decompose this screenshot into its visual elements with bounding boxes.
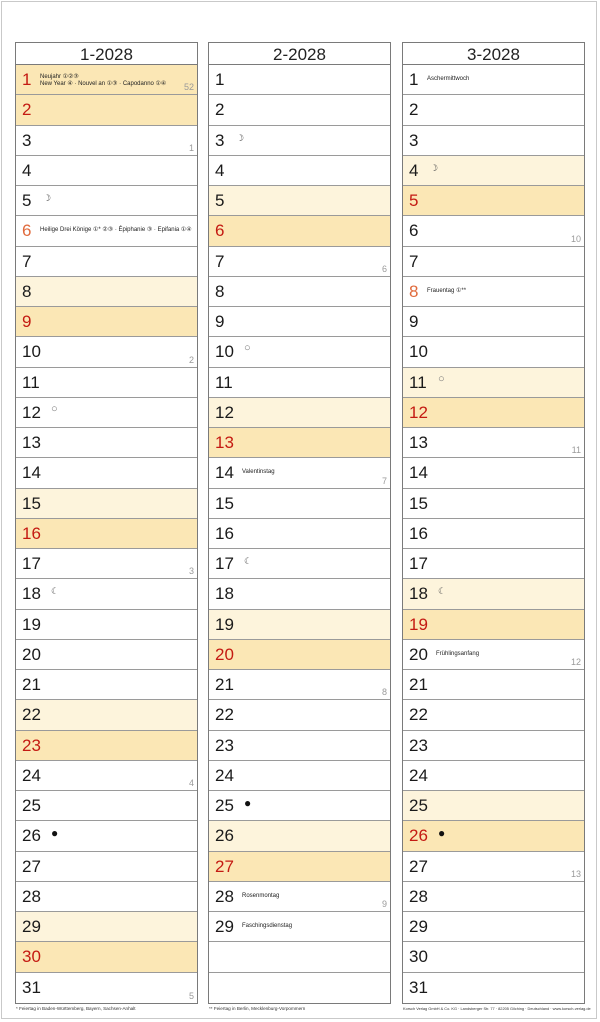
day-row [403,579,584,609]
day-number: 24 [22,765,41,785]
day-number: 19 [22,614,41,634]
day-number: 28 [215,886,234,906]
day-note: Frühlingsanfang [436,650,480,657]
moon-phase-icon: ☽ [430,162,439,173]
day-number: 25 [22,796,41,815]
day-row [16,579,197,609]
moon-phase-icon: ☾ [244,556,253,566]
day-number: 22 [22,705,41,725]
day-list [16,65,197,1003]
day-note: Neujahr ①②③ [40,74,79,80]
day-row [16,973,197,1003]
day-number: 3 [22,130,32,150]
day-number: 3 [215,130,225,150]
day-note-secondary: New Year ④ · Nouvel an ①③ · Capodanno ①④ [40,81,167,87]
month-february [208,42,391,1004]
day-row [209,610,390,640]
day-row [16,670,197,700]
new-moon-icon: ● [438,826,446,841]
moon-phase-icon: ☾ [51,586,60,597]
day-row [403,731,584,761]
day-row [16,700,197,730]
day-number: 21 [409,675,428,694]
day-row [209,670,390,700]
week-number: 10 [570,233,581,244]
day-number: 7 [409,251,419,271]
day-number: 18 [409,584,428,604]
day-number: 2 [22,100,32,120]
day-number: 22 [215,705,234,725]
day-row [16,882,197,912]
day-row [209,277,390,307]
day-row [403,670,584,700]
day-number: 15 [22,493,41,513]
day-row [16,731,197,761]
day-number: 13 [22,433,41,452]
day-row [403,549,584,579]
day-row [16,398,197,428]
day-row [16,458,197,488]
week-number: 5 [188,990,194,1001]
day-row [209,912,390,942]
day-number: 23 [409,735,428,755]
footer-publisher: Korsch Verlag GmbH & Co. KG · Landsberger Str. 77 · 82205 Gilching · Deutschland · www.korsch-verlag.de [403,1006,591,1011]
day-number: 23 [215,735,234,755]
week-number: 6 [381,263,387,274]
day-number: 26 [22,826,41,846]
day-number: 25 [215,796,234,815]
day-row [16,519,197,549]
day-row [403,942,584,972]
week-number: 1 [188,142,194,153]
day-number: 14 [409,463,428,483]
day-number: 11 [409,372,427,392]
day-number: 11 [22,372,40,392]
week-number: 2 [188,354,194,365]
day-number: 16 [215,523,234,543]
day-row [16,156,197,186]
day-number: 30 [409,947,428,967]
day-row [16,549,197,579]
day-row [16,942,197,972]
day-number: 25 [409,796,428,815]
day-row [209,458,390,488]
week-number: 8 [381,687,387,698]
day-row [16,95,197,125]
footer-note-holiday-states: * Feiertag in Baden-Württemberg, Bayern, Sachsen-Anhalt [16,1006,136,1011]
day-row [403,398,584,428]
day-row [403,519,584,549]
day-number: 31 [409,977,428,997]
day-row [16,912,197,942]
day-row [403,156,584,186]
day-row [16,821,197,851]
day-row [403,912,584,942]
day-row [209,95,390,125]
day-row [209,489,390,519]
day-number: 20 [215,644,234,664]
day-row [16,852,197,882]
day-number: 14 [215,463,234,483]
day-row [16,126,197,156]
day-row [209,65,390,95]
day-row [403,882,584,912]
day-number: 31 [22,977,41,997]
day-number: 21 [215,675,234,694]
day-row [16,337,197,367]
day-number: 17 [409,554,428,573]
day-note: Valentinstag [242,469,275,476]
day-number: 18 [215,584,234,604]
day-row [16,640,197,670]
day-number: 8 [22,281,32,301]
day-number: 29 [409,917,428,936]
day-number: 10 [22,342,41,362]
day-number: 23 [22,735,41,755]
day-row [16,368,197,398]
full-moon-icon: ○ [51,402,58,415]
day-row [16,65,197,95]
day-number: 1 [215,70,225,89]
day-number: 27 [215,856,234,876]
day-row [209,791,390,821]
day-row [209,307,390,337]
new-moon-icon: ● [51,826,59,841]
day-row [16,610,197,640]
day-number: 4 [22,160,32,180]
day-number: 27 [22,856,41,876]
day-number: 5 [215,191,225,210]
day-note: Aschermittwoch [427,76,470,82]
day-number: 6 [215,221,225,241]
day-row [403,761,584,791]
day-number: 12 [215,402,234,422]
day-number: 10 [409,342,428,362]
day-number: 9 [409,312,419,331]
day-row [209,852,390,882]
day-row [209,126,390,156]
day-note: Frauentag ①** [427,287,467,294]
day-row [403,640,584,670]
day-number: 10 [215,342,234,362]
day-row [16,216,197,246]
day-row [209,731,390,761]
day-number: 24 [215,765,234,785]
day-row [403,458,584,488]
moon-phase-icon: ☾ [438,586,447,597]
day-row [209,337,390,367]
day-row [403,821,584,851]
day-row [16,791,197,821]
day-row [403,95,584,125]
month-january [15,42,198,1004]
day-list [403,65,584,1003]
day-note: Faschingsdienstag [242,923,293,929]
day-row [16,277,197,307]
moon-phase-icon: ☽ [43,193,52,203]
day-row [209,761,390,791]
day-row [209,549,390,579]
week-number: 12 [570,657,581,667]
full-moon-icon: ○ [244,342,251,355]
day-number: 3 [409,130,419,150]
day-row [403,186,584,216]
day-row [403,973,584,1003]
day-row [209,398,390,428]
day-number: 2 [409,100,419,120]
day-number: 1 [409,70,419,89]
day-row [403,428,584,458]
day-row [209,942,390,972]
week-number: 13 [570,868,581,879]
day-note: Rosenmontag [242,892,280,899]
day-number: 17 [215,554,234,573]
full-moon-icon: ○ [438,372,445,385]
day-number: 5 [409,191,419,210]
day-number: 7 [215,251,225,271]
day-number: 8 [409,281,419,301]
day-number: 22 [409,705,428,725]
week-number: 3 [188,566,194,577]
day-number: 18 [22,584,41,604]
day-number: 21 [22,675,41,694]
month-title: 3-2028 [403,43,584,65]
day-row [209,216,390,246]
day-row [209,973,390,1003]
month-march [402,42,585,1004]
day-number: 14 [22,463,41,483]
day-row [209,640,390,670]
day-number: 29 [22,917,41,936]
day-number: 17 [22,554,41,573]
day-number: 26 [215,826,234,846]
day-row [16,489,197,519]
day-row [403,65,584,95]
day-row [209,156,390,186]
day-number: 15 [215,493,234,513]
day-number: 12 [409,402,428,422]
day-number: 6 [409,221,419,241]
day-list [209,65,390,1003]
day-row [209,579,390,609]
day-number: 16 [22,523,41,543]
day-row [209,428,390,458]
day-row [209,186,390,216]
footer-note-holiday-berlin: ** Feiertag in Berlin, Mecklenburg-Vorpommern [209,1006,306,1011]
day-number: 4 [215,160,225,180]
day-number: 29 [215,917,234,936]
day-row [403,791,584,821]
day-row [403,277,584,307]
week-number: 9 [381,899,387,909]
week-number: 52 [183,82,194,93]
day-number: 27 [409,856,428,876]
day-number: 26 [409,826,428,846]
day-row [16,428,197,458]
day-number: 7 [22,251,32,271]
day-number: 16 [409,523,428,543]
day-number: 13 [409,433,428,452]
day-row [16,186,197,216]
day-number: 2 [215,100,225,120]
day-row [403,489,584,519]
day-row [403,610,584,640]
day-number: 8 [215,281,225,301]
month-title: 2-2028 [209,43,390,65]
day-number: 30 [22,947,41,967]
day-row [403,247,584,277]
day-number: 9 [22,312,32,331]
day-number: 20 [409,644,428,664]
week-number: 7 [381,475,387,486]
day-row [209,368,390,398]
day-row [403,126,584,156]
day-row [209,247,390,277]
day-number: 28 [22,886,41,906]
day-row [16,307,197,337]
day-number: 15 [409,493,428,513]
day-row [16,761,197,791]
day-row [209,821,390,851]
day-number: 13 [215,433,234,452]
day-number: 24 [409,765,428,785]
week-number: 4 [188,778,194,788]
day-number: 19 [215,614,234,634]
day-row [403,216,584,246]
new-moon-icon: ● [244,796,252,810]
day-row [209,700,390,730]
day-row [209,519,390,549]
day-number: 1 [22,70,32,89]
day-note: Heilige Drei Könige ①* ②③ · Épiphanie ③ · Epifania ①④ [40,227,192,234]
week-number: 11 [571,445,581,456]
day-row [403,307,584,337]
day-row [403,852,584,882]
day-row [403,368,584,398]
day-row [403,700,584,730]
day-row [16,247,197,277]
day-number: 28 [409,886,428,906]
day-number: 19 [409,614,428,634]
day-number: 12 [22,402,41,422]
moon-phase-icon: ☽ [236,132,245,143]
day-number: 11 [215,372,233,392]
day-number: 4 [409,160,419,180]
day-number: 5 [22,191,32,210]
day-number: 9 [215,312,225,331]
day-number: 20 [22,644,41,664]
day-number: 6 [22,221,32,241]
month-title: 1-2028 [16,43,197,65]
day-row [209,882,390,912]
day-row [403,337,584,367]
